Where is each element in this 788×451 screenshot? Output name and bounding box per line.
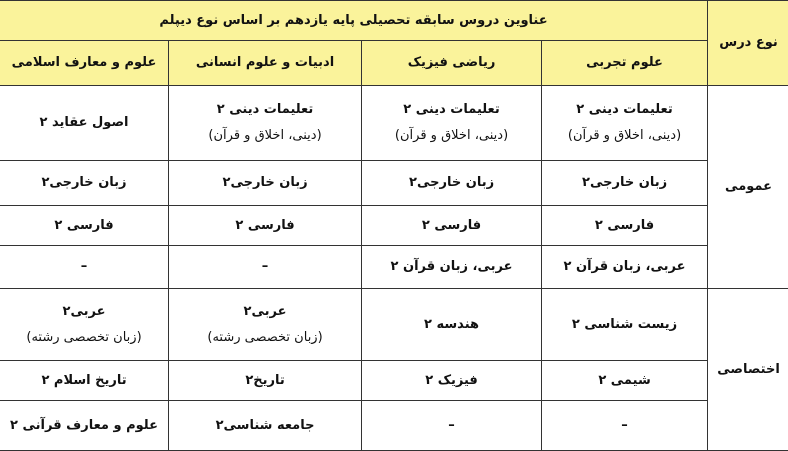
course-cell xyxy=(0,206,169,246)
course-cell xyxy=(362,361,542,401)
course-name: عربی، زبان قرآن ۲ xyxy=(563,259,686,274)
course-name: – xyxy=(448,417,455,433)
course-name: عربی۲ xyxy=(62,303,106,319)
course-cell xyxy=(169,161,362,206)
column-header: علوم و معارف اسلامی xyxy=(0,41,169,86)
course-name: شیمی ۲ xyxy=(598,372,651,388)
course-name: فارسی ۲ xyxy=(235,217,295,233)
course-cell xyxy=(362,206,542,246)
group-label: اختصاصی xyxy=(708,289,788,451)
table-row xyxy=(0,361,788,401)
course-cell xyxy=(0,161,169,206)
table-row xyxy=(0,86,788,161)
table-row xyxy=(0,206,788,246)
course-cell xyxy=(362,289,542,361)
course-name: زبان خارجی۲ xyxy=(41,175,127,190)
course-name: زبان خارجی۲ xyxy=(409,175,495,190)
course-cell xyxy=(362,86,542,161)
course-cell xyxy=(362,161,542,206)
course-name: – xyxy=(80,259,88,274)
course-name: اصول عقاید ۲ xyxy=(39,115,129,130)
table-title: عناوین دروس سابقه تحصیلی پایه یازدهم بر اساس نوع دیپلم xyxy=(0,1,708,41)
table-row xyxy=(0,289,788,361)
course-cell xyxy=(0,361,169,401)
course-name: زیست شناسی ۲ xyxy=(571,316,678,332)
course-note: (زبان تخصصی رشته) xyxy=(26,329,142,345)
course-cell xyxy=(542,161,708,206)
course-note: (دینی، اخلاق و قرآن) xyxy=(567,128,682,143)
course-cell xyxy=(542,289,708,361)
course-name: تعلیمات دینی ۲ xyxy=(216,102,314,117)
course-name: فارسی ۲ xyxy=(594,217,655,233)
course-name: – xyxy=(261,259,269,274)
course-cell xyxy=(169,401,362,451)
course-name: زبان خارجی۲ xyxy=(582,175,668,190)
course-name: تاریخ اسلام ۲ xyxy=(41,372,127,388)
course-type-header: نوع درس xyxy=(708,1,788,86)
course-cell xyxy=(542,206,708,246)
course-name: تاریخ۲ xyxy=(245,372,285,388)
course-cell xyxy=(542,86,708,161)
course-name: عربی، زبان قرآن ۲ xyxy=(390,259,513,274)
column-header: علوم تجربی xyxy=(542,41,708,86)
course-cell xyxy=(169,86,362,161)
course-cell xyxy=(0,289,169,361)
course-name: – xyxy=(621,417,628,433)
course-note: (زبان تخصصی رشته) xyxy=(207,329,323,345)
table-row xyxy=(0,401,788,451)
course-name: علوم و معارف قرآنی ۲ xyxy=(10,417,158,433)
course-note: (دینی، اخلاق و قرآن) xyxy=(394,128,509,143)
course-cell xyxy=(542,401,708,451)
course-cell xyxy=(169,361,362,401)
course-cell xyxy=(362,401,542,451)
course-cell xyxy=(542,246,708,289)
course-name: فارسی ۲ xyxy=(421,217,482,233)
course-name: هندسه ۲ xyxy=(424,316,480,332)
course-note: (دینی، اخلاق و قرآن) xyxy=(208,128,322,143)
course-cell xyxy=(169,289,362,361)
course-cell xyxy=(0,246,169,289)
course-name: عربی۲ xyxy=(243,303,287,319)
course-cell xyxy=(169,206,362,246)
course-cell xyxy=(169,246,362,289)
table-row xyxy=(0,161,788,206)
course-name: تعلیمات دینی ۲ xyxy=(576,102,673,117)
course-name: زبان خارجی۲ xyxy=(222,175,308,190)
column-header: ادبیات و علوم انسانی xyxy=(169,41,362,86)
table-row xyxy=(0,246,788,289)
column-header: ریاضی فیزیک xyxy=(362,41,542,86)
course-name: فارسی ۲ xyxy=(54,217,114,233)
group-label: عمومی xyxy=(708,86,788,289)
course-cell xyxy=(0,401,169,451)
course-name: جامعه شناسی۲ xyxy=(215,417,315,433)
course-cell xyxy=(542,361,708,401)
course-name: فیزیک ۲ xyxy=(425,372,478,388)
course-cell xyxy=(362,246,542,289)
course-name: تعلیمات دینی ۲ xyxy=(403,102,500,117)
course-cell xyxy=(0,86,169,161)
